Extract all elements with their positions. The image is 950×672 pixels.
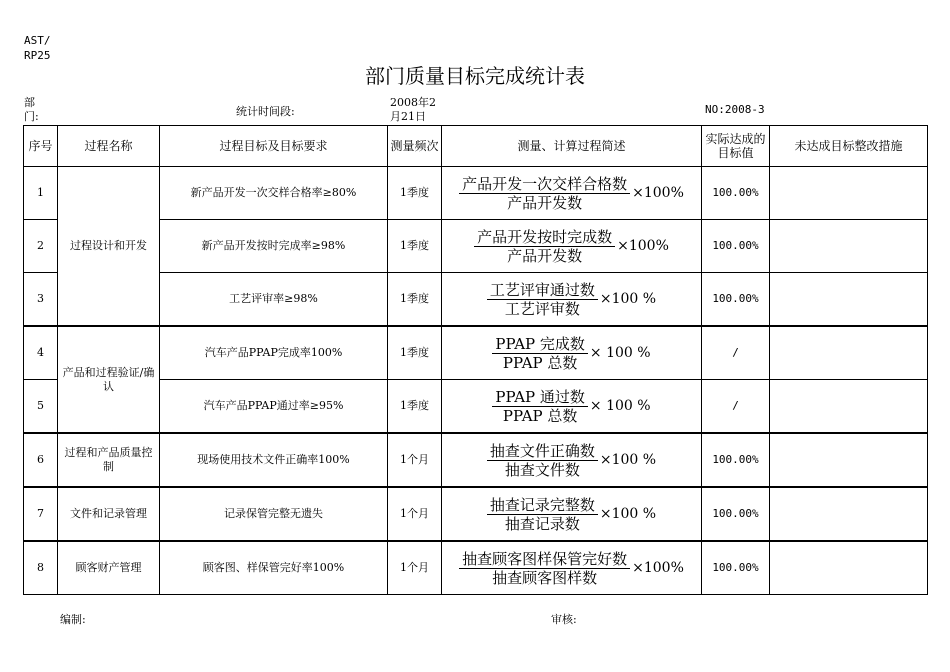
seq-cell: 3 <box>24 273 58 327</box>
table-row <box>24 487 928 541</box>
header-process-name: 过程名称 <box>58 126 160 167</box>
formula-cell <box>442 220 702 273</box>
formula-multiplier: × 100 % <box>589 345 651 361</box>
formula-cell <box>442 380 702 434</box>
calculation-formula <box>459 175 684 212</box>
formula-numerator: PPAP 完成数 <box>492 335 588 354</box>
formula-cell <box>442 273 702 327</box>
calculation-formula <box>487 281 656 318</box>
process-name-cell: 产品和过程验证/确认 <box>58 326 160 433</box>
formula-numerator: 工艺评审通过数 <box>487 281 598 300</box>
table-body <box>24 167 928 595</box>
formula-denominator: 工艺评审数 <box>504 299 580 318</box>
formula-denominator: PPAP 总数 <box>502 353 578 372</box>
formula-cell <box>442 541 702 595</box>
formula-multiplier: ×100% <box>617 238 669 254</box>
formula-multiplier: ×100% <box>632 560 684 576</box>
frequency-cell: 1季度 <box>388 380 442 434</box>
header-measures: 未达成目标整改措施 <box>770 126 928 167</box>
actual-value-cell: / <box>702 380 770 434</box>
process-name-cell: 过程和产品质量控制 <box>58 433 160 487</box>
corrective-measures-cell <box>770 380 928 434</box>
formula-fraction <box>474 228 615 265</box>
frequency-cell: 1季度 <box>388 273 442 327</box>
document-number: NO:2008-3 <box>705 103 765 116</box>
formula-cell <box>442 433 702 487</box>
formula-multiplier: ×100 % <box>599 452 657 468</box>
target-cell: 记录保管完整无遗失 <box>160 487 388 541</box>
table-row <box>24 541 928 595</box>
header-target: 过程目标及目标要求 <box>160 126 388 167</box>
header-seq: 序号 <box>24 126 58 167</box>
formula-multiplier: ×100% <box>632 185 684 201</box>
formula-numerator: 抽查记录完整数 <box>487 496 598 515</box>
page-title: 部门质量目标完成统计表 <box>365 64 585 88</box>
actual-value-cell: / <box>702 326 770 380</box>
document-code-line: AST/ <box>24 34 51 47</box>
seq-cell: 4 <box>24 326 58 380</box>
formula-numerator: 产品开发一次交样合格数 <box>459 175 630 194</box>
formula-denominator: 抽查记录数 <box>504 514 580 533</box>
formula-fraction <box>459 550 630 587</box>
frequency-cell: 1季度 <box>388 326 442 380</box>
actual-value-cell: 100.00% <box>702 487 770 541</box>
header-method: 测量、计算过程简述 <box>442 126 702 167</box>
formula-multiplier: ×100 % <box>599 506 657 522</box>
formula-denominator: 产品开发数 <box>507 193 583 212</box>
target-cell: 汽车产品PPAP通过率≥95% <box>160 380 388 434</box>
formula-fraction <box>487 496 598 533</box>
actual-value-cell: 100.00% <box>702 167 770 220</box>
target-cell: 工艺评审率≥98% <box>160 273 388 327</box>
calculation-formula <box>492 388 650 425</box>
formula-fraction <box>492 388 588 425</box>
corrective-measures-cell <box>770 167 928 220</box>
target-cell: 新产品开发按时完成率≥98% <box>160 220 388 273</box>
formula-numerator: 抽查文件正确数 <box>487 442 598 461</box>
formula-fraction <box>487 281 598 318</box>
calculation-formula <box>487 442 656 479</box>
actual-value-cell: 100.00% <box>702 433 770 487</box>
formula-fraction <box>492 335 588 372</box>
frequency-cell: 1季度 <box>388 167 442 220</box>
formula-multiplier: × 100 % <box>589 398 651 414</box>
goal-statistics-table <box>23 125 928 595</box>
formula-cell <box>442 487 702 541</box>
target-cell: 新产品开发一次交样合格率≥80% <box>160 167 388 220</box>
period-value: 2008年2月21日 <box>390 96 436 123</box>
table-row <box>24 167 928 220</box>
seq-cell: 7 <box>24 487 58 541</box>
formula-denominator: 抽查顾客图样数 <box>492 568 598 587</box>
actual-value-cell: 100.00% <box>702 273 770 327</box>
table-row <box>24 326 928 380</box>
seq-cell: 6 <box>24 433 58 487</box>
corrective-measures-cell <box>770 326 928 380</box>
formula-multiplier: ×100 % <box>599 291 657 307</box>
header-actual: 实际达成的目标值 <box>702 126 770 167</box>
formula-numerator: 抽查顾客图样保管完好数 <box>459 550 630 569</box>
target-cell: 顾客图、样保管完好率100% <box>160 541 388 595</box>
process-name-cell: 顾客财产管理 <box>58 541 160 595</box>
reviewer-signature-label: 审核: <box>551 613 577 626</box>
table-row <box>24 220 928 273</box>
header-row <box>24 126 928 167</box>
formula-denominator: 抽查文件数 <box>504 460 580 479</box>
formula-denominator: 产品开发数 <box>507 246 583 265</box>
seq-cell: 2 <box>24 220 58 273</box>
frequency-cell: 1个月 <box>388 487 442 541</box>
seq-cell: 8 <box>24 541 58 595</box>
formula-cell <box>442 167 702 220</box>
frequency-cell: 1个月 <box>388 541 442 595</box>
formula-cell <box>442 326 702 380</box>
frequency-cell: 1季度 <box>388 220 442 273</box>
department-label: 部门: <box>24 96 39 123</box>
frequency-cell: 1个月 <box>388 433 442 487</box>
formula-numerator: PPAP 通过数 <box>492 388 588 407</box>
calculation-formula <box>459 550 684 587</box>
process-name-cell: 文件和记录管理 <box>58 487 160 541</box>
formula-numerator: 产品开发按时完成数 <box>474 228 615 247</box>
document-code <box>24 33 51 63</box>
period-label: 统计时间段: <box>236 105 295 118</box>
document-code-line: RP25 <box>24 49 51 62</box>
actual-value-cell: 100.00% <box>702 220 770 273</box>
corrective-measures-cell <box>770 220 928 273</box>
formula-denominator: PPAP 总数 <box>502 406 578 425</box>
corrective-measures-cell <box>770 433 928 487</box>
table-row <box>24 433 928 487</box>
seq-cell: 5 <box>24 380 58 434</box>
formula-fraction <box>487 442 598 479</box>
header-frequency: 测量频次 <box>388 126 442 167</box>
calculation-formula <box>492 335 650 372</box>
corrective-measures-cell <box>770 487 928 541</box>
formula-fraction <box>459 175 630 212</box>
actual-value-cell: 100.00% <box>702 541 770 595</box>
corrective-measures-cell <box>770 541 928 595</box>
table-row <box>24 273 928 327</box>
seq-cell: 1 <box>24 167 58 220</box>
process-name-cell: 过程设计和开发 <box>58 167 160 327</box>
target-cell: 现场使用技术文件正确率100% <box>160 433 388 487</box>
calculation-formula <box>487 496 656 533</box>
table-row <box>24 380 928 434</box>
calculation-formula <box>474 228 669 265</box>
editor-signature-label: 编制: <box>60 613 86 626</box>
corrective-measures-cell <box>770 273 928 327</box>
target-cell: 汽车产品PPAP完成率100% <box>160 326 388 380</box>
